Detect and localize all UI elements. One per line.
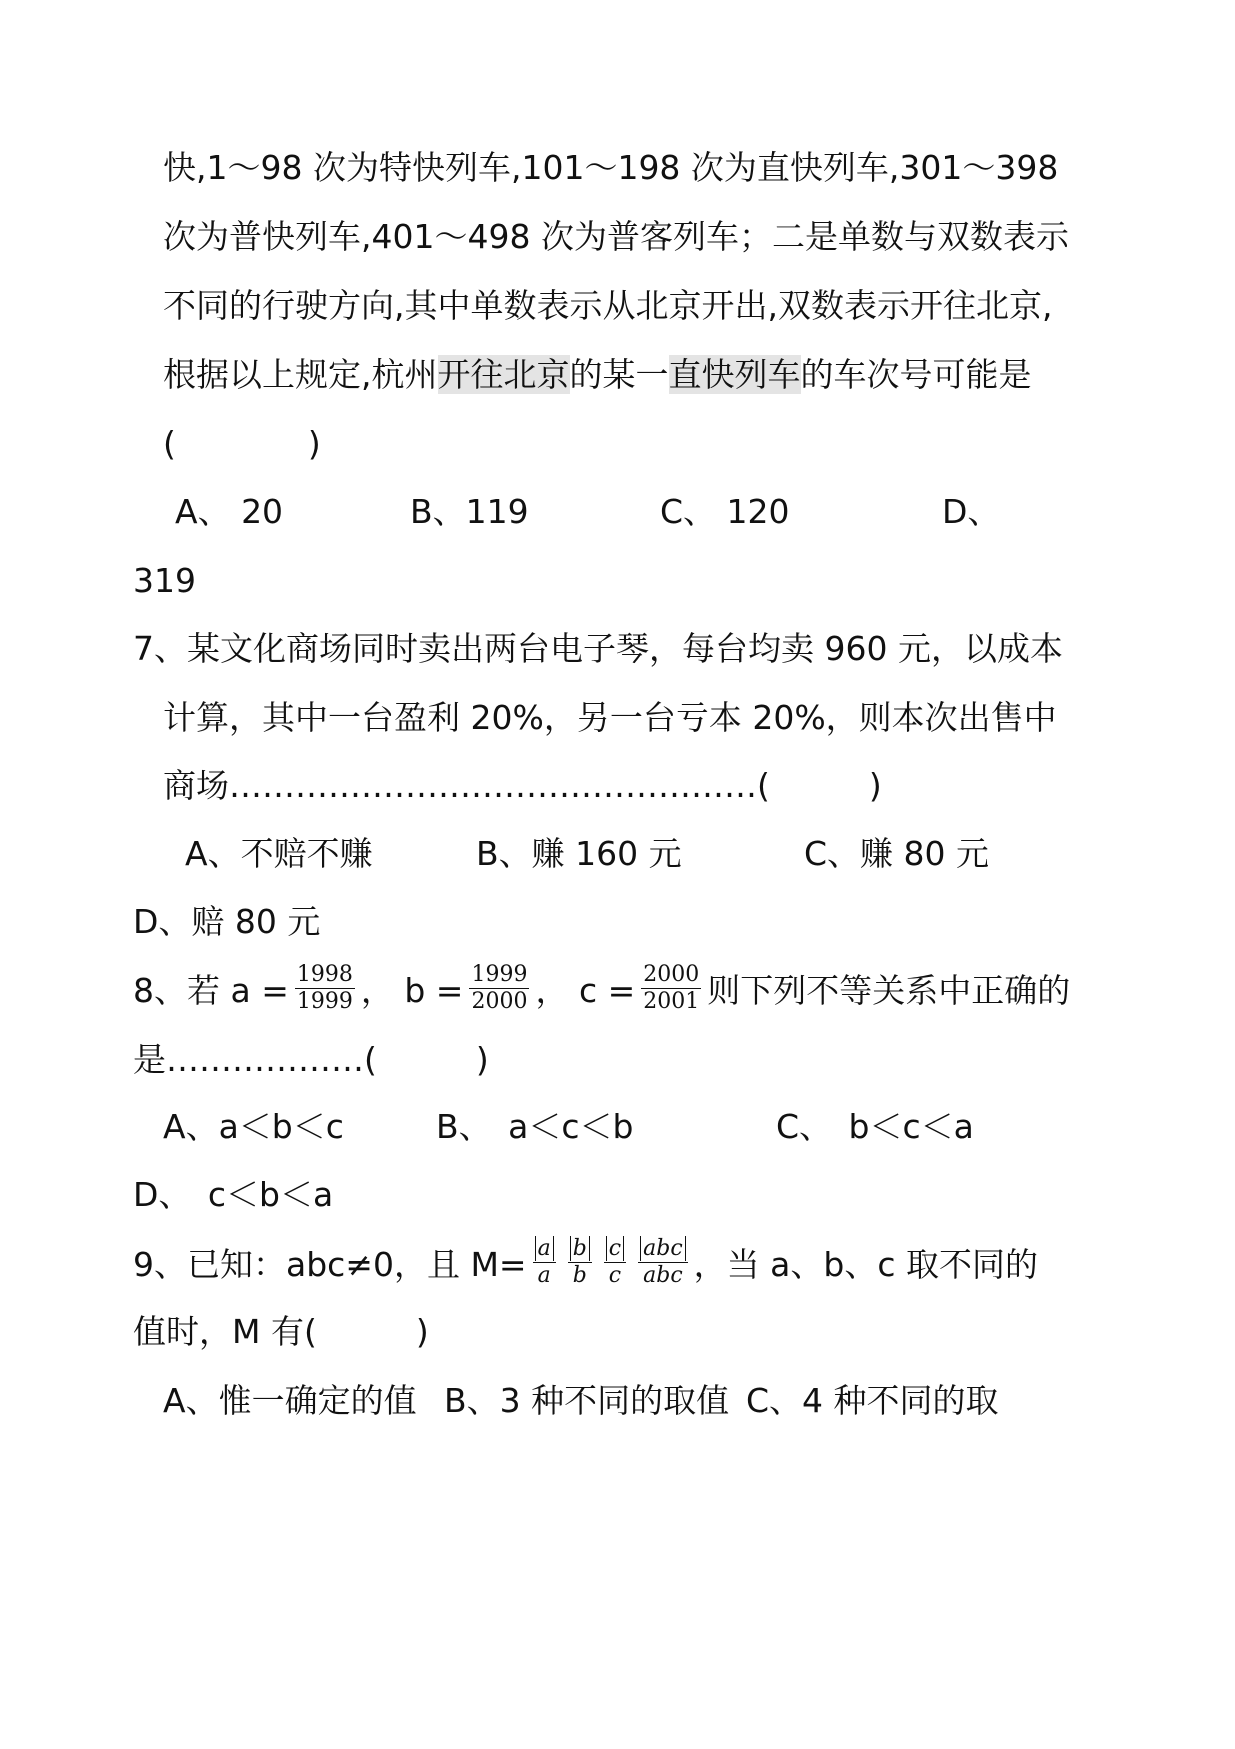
q6-option-d-label: D、 bbox=[942, 492, 1001, 531]
fraction-denominator: b bbox=[572, 1263, 587, 1288]
fraction-abs-c-over-c bbox=[604, 1236, 626, 1289]
q7-text-line-1: 7、某文化商场同时卖出两台电子琴，每台均卖 960 元，以成本 bbox=[133, 629, 1063, 668]
q6-option-a: A、 20 bbox=[175, 492, 284, 531]
fraction-numerator bbox=[604, 1236, 626, 1263]
fraction-denominator: c bbox=[608, 1263, 622, 1288]
q7-option-d: D、赔 80 元 bbox=[133, 902, 321, 941]
q6-text-line-2: 次为普快列车,401～498 次为普客列车；二是单数与双数表示 bbox=[163, 217, 1069, 256]
fraction-abs-abc-over-abc bbox=[638, 1236, 688, 1289]
highlight-zhikuai-lieche: 直快列车 bbox=[668, 355, 801, 394]
q6-text-segment: 的某一 bbox=[569, 355, 669, 394]
fraction-b-denominator: 2000 bbox=[471, 989, 528, 1014]
q6-text-line-3: 不同的行驶方向,其中单数表示从北京开出,双数表示开往北京, bbox=[163, 286, 1053, 325]
fraction-b-numerator: 1999 bbox=[471, 962, 528, 987]
fraction-denominator: abc bbox=[643, 1263, 683, 1288]
q9-suffix: ，当 a、b、c 取不同的 bbox=[693, 1245, 1038, 1284]
q8-separator: ， bbox=[535, 971, 569, 1010]
fraction-a-denominator: 1999 bbox=[296, 989, 353, 1014]
q8-option-a: A、a＜b＜c bbox=[163, 1107, 344, 1146]
q7-text-line-3: 商场…………………………………………( ) bbox=[163, 766, 882, 805]
abs-b: b bbox=[570, 1236, 590, 1261]
fraction-abs-b-over-b bbox=[568, 1236, 592, 1289]
fraction-c-numerator: 2000 bbox=[643, 962, 700, 987]
fraction-denominator: a bbox=[537, 1263, 551, 1288]
abs-abc: abc bbox=[640, 1236, 686, 1261]
highlight-kaiwang-beijing: 开往北京 bbox=[437, 355, 570, 394]
q8-text-line-2: 是………………( ) bbox=[133, 1040, 489, 1079]
q8-a-label: a = bbox=[230, 971, 289, 1010]
q9-prefix: 9、已知：abc≠0，且 M= bbox=[133, 1245, 527, 1284]
fraction-b bbox=[469, 962, 529, 1015]
q8-text-line-1 bbox=[133, 962, 1071, 1019]
q8-c-label: c = bbox=[578, 971, 636, 1010]
q8-option-b: B、 a＜c＜b bbox=[436, 1107, 634, 1146]
q8-option-c: C、 b＜c＜a bbox=[776, 1107, 974, 1146]
fraction-numerator bbox=[533, 1236, 556, 1263]
q9-text-line-2: 值时，M 有( ) bbox=[133, 1312, 429, 1351]
q9-text-line-1 bbox=[133, 1236, 1038, 1293]
q9-option-c: C、4 种不同的取 bbox=[746, 1381, 999, 1420]
q8-separator: ， bbox=[360, 971, 394, 1010]
fraction-numerator bbox=[638, 1236, 688, 1263]
q8-prefix: 8、若 bbox=[133, 971, 220, 1010]
q6-answer-bracket: ( ) bbox=[163, 424, 321, 463]
q7-option-c: C、赚 80 元 bbox=[804, 834, 990, 873]
fraction-c bbox=[641, 962, 701, 1015]
abs-c: c bbox=[606, 1236, 624, 1261]
q6-text-segment: 的车次号可能是 bbox=[800, 355, 1032, 394]
fraction-c-denominator: 2001 bbox=[643, 989, 700, 1014]
fraction-numerator bbox=[568, 1236, 592, 1263]
q8-suffix: 则下列不等关系中正确的 bbox=[707, 971, 1071, 1010]
q8-option-d: D、 c＜b＜a bbox=[133, 1175, 334, 1214]
fraction-a bbox=[295, 962, 355, 1015]
q6-option-c: C、 120 bbox=[660, 492, 790, 531]
q6-option-d-value: 319 bbox=[133, 561, 196, 600]
q7-text-line-2: 计算，其中一台盈利 20%，另一台亏本 20%，则本次出售中 bbox=[163, 698, 1057, 737]
q6-text-line-4 bbox=[163, 355, 1032, 395]
q6-text-segment: 根据以上规定,杭州 bbox=[163, 355, 438, 394]
q6-text-line-1: 快,1～98 次为特快列车,101～198 次为直快列车,301～398 bbox=[163, 148, 1059, 187]
q9-option-b: B、3 种不同的取值 bbox=[444, 1381, 730, 1420]
fraction-a-numerator: 1998 bbox=[296, 962, 353, 987]
q6-option-b: B、119 bbox=[410, 492, 529, 531]
q8-b-label: b = bbox=[404, 971, 464, 1010]
fraction-abs-a-over-a bbox=[533, 1236, 556, 1289]
q9-option-a: A、惟一确定的值 bbox=[163, 1381, 417, 1420]
abs-a: a bbox=[535, 1236, 554, 1261]
q7-option-b: B、赚 160 元 bbox=[476, 834, 682, 873]
q7-option-a: A、不赔不赚 bbox=[185, 834, 373, 873]
